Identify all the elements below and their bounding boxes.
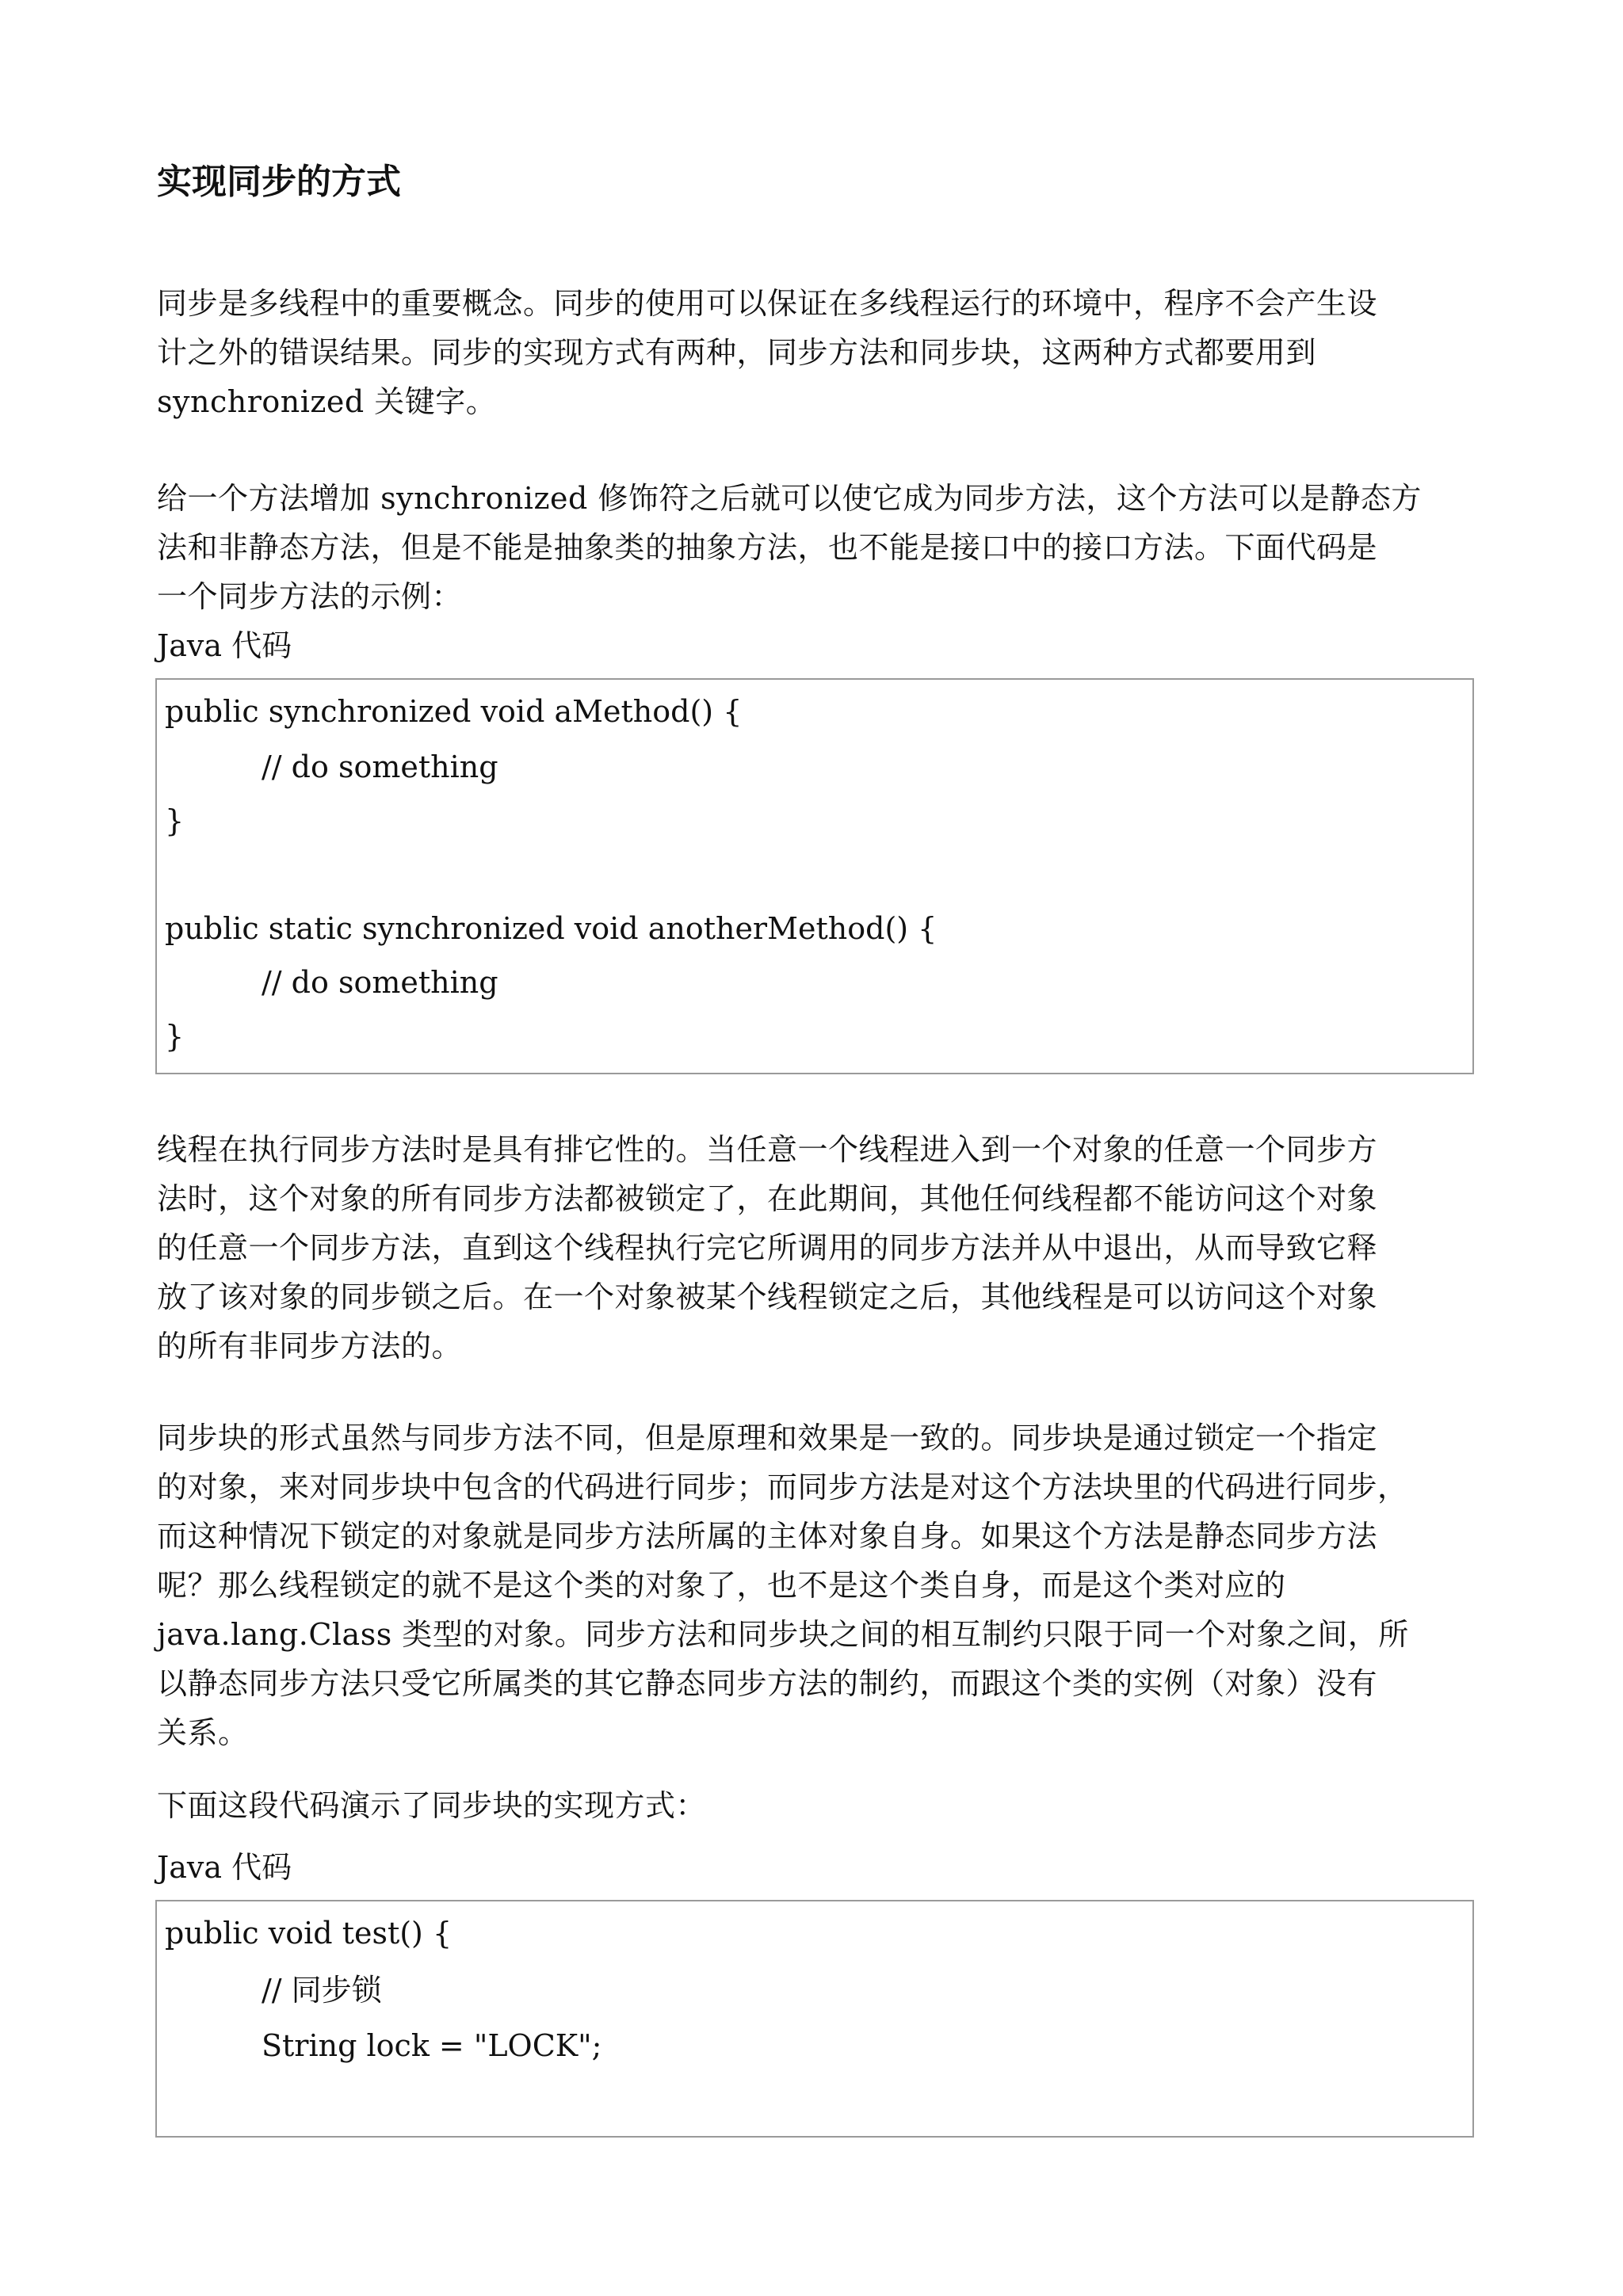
code-line: // do something <box>262 965 498 1000</box>
text-line: 放了该对象的同步锁之后。在一个对象被某个线程锁定之后，其他线程是可以访问这个对象 <box>157 1280 1378 1314</box>
text-line: 法时，这个对象的所有同步方法都被锁定了，在此期间，其他任何线程都不能访问这个对象 <box>157 1181 1378 1216</box>
code-line: public void test() { <box>165 1916 453 1951</box>
text-line: synchronized 关键字。 <box>157 384 497 419</box>
code-block-1 <box>155 678 1474 1074</box>
code-label: Java 代码 <box>157 628 292 663</box>
code-line: public static synchronized void anotherMethod() { <box>165 911 938 946</box>
page-title: 实现同步的方式 <box>157 162 401 202</box>
text-line: 同步块的形式虽然与同步方法不同，但是原理和效果是一致的。同步块是通过锁定一个指定 <box>157 1421 1378 1455</box>
paragraph-intro <box>157 279 1479 426</box>
paragraph-sync-method <box>157 474 1479 621</box>
text-line: 而这种情况下锁定的对象就是同步方法所属的主体对象自身。如果这个方法是静态同步方法 <box>157 1519 1378 1554</box>
paragraph-sync-block <box>157 1413 1479 1757</box>
paragraph-block-example <box>157 1781 1479 1830</box>
text-line: 的所有非同步方法的。 <box>157 1329 463 1363</box>
code-line: } <box>165 1019 185 1054</box>
text-line: 以静态同步方法只受它所属类的其它静态同步方法的制约，而跟这个类的实例（对象）没有 <box>157 1666 1378 1701</box>
text-line: java.lang.Class 类型的对象。同步方法和同步块之间的相互制约只限于同一个对象之间，所 <box>157 1617 1409 1652</box>
text-line: 法和非静态方法，但是不能是抽象类的抽象方法，也不能是接口中的接口方法。下面代码是 <box>157 530 1378 565</box>
code-line: // 同步锁 <box>262 1973 382 2008</box>
text-line: 给一个方法增加 synchronized 修饰符之后就可以使它成为同步方法，这个方法可以是静态方 <box>157 481 1422 516</box>
text-line: 一个同步方法的示例： <box>157 579 463 614</box>
code-line: // do something <box>262 749 498 784</box>
code-block-2 <box>155 1900 1474 2138</box>
paragraph-exclusivity <box>157 1125 1479 1371</box>
text-line: 下面这段代码演示了同步块的实现方式： <box>157 1788 707 1823</box>
code-line: String lock = "LOCK"; <box>262 2028 602 2063</box>
text-line: 同步是多线程中的重要概念。同步的使用可以保证在多线程运行的环境中，程序不会产生设 <box>157 286 1378 321</box>
text-line: 计之外的错误结果。同步的实现方式有两种，同步方法和同步块，这两种方式都要用到 <box>157 335 1317 370</box>
code-line: } <box>165 803 185 838</box>
code-line: public synchronized void aMethod() { <box>165 694 743 729</box>
text-line: 的对象，来对同步块中包含的代码进行同步；而同步方法是对这个方法块里的代码进行同步， <box>157 1470 1408 1505</box>
code-label: Java 代码 <box>157 1850 292 1885</box>
text-line: 呢？那么线程锁定的就不是这个类的对象了，也不是这个类自身，而是这个类对应的 <box>157 1568 1286 1603</box>
text-line: 的任意一个同步方法，直到这个线程执行完它所调用的同步方法并从中退出，从而导致它释 <box>157 1230 1378 1265</box>
text-line: 线程在执行同步方法时是具有排它性的。当任意一个线程进入到一个对象的任意一个同步方 <box>157 1132 1378 1167</box>
text-line: 关系。 <box>157 1715 249 1750</box>
